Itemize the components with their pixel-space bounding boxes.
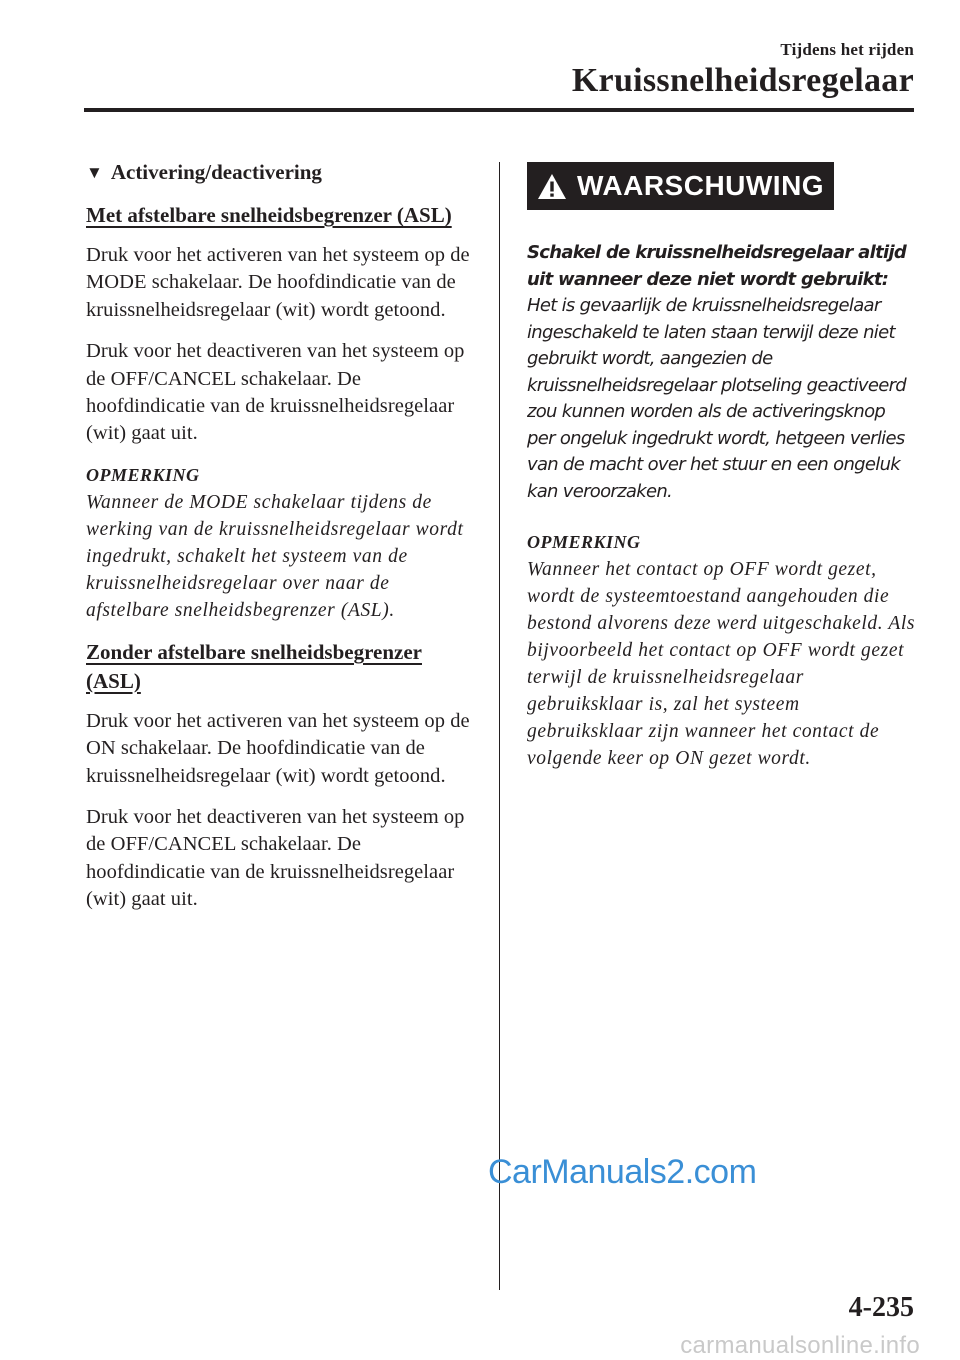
warning-label: WAARSCHUWING bbox=[577, 170, 825, 201]
watermark-logo: CarManuals2.com bbox=[488, 1153, 757, 1191]
asl-off-heading-text: Zonder afstelbare snelheidsbegrenzer (ASL) bbox=[86, 639, 422, 693]
header-divider bbox=[84, 108, 914, 112]
note-title: OPMERKING bbox=[86, 464, 200, 485]
triangle-marker-icon: ▼ bbox=[86, 162, 103, 182]
asl-off-heading bbox=[86, 638, 470, 696]
asl-on-deactivate-paragraph: Druk voor het deactiveren van het systeem op de OFF/CANCEL schakelaar. De hoofdindicatie van de kruissnelheidsregelaar (wit) gaat uit. bbox=[86, 340, 465, 445]
chapter-title: Tijdens het rijden bbox=[780, 40, 914, 59]
asl-on-heading bbox=[86, 201, 470, 230]
left-column bbox=[86, 160, 470, 928]
note-text: Wanneer de MODE schakelaar tijdens de werking van de kruissnelheidsregelaar wordt ingedrukt, schakelt het systeem van de kruissnelheidsregelaar over naar de afstelbare snelheidsbegrenzer (ASL). bbox=[86, 491, 464, 621]
asl-on-activate-paragraph: Druk voor het activeren van het systeem op de MODE schakelaar. De hoofdindicatie van de kruissnelheidsregelaar (wit) wordt getoond. bbox=[86, 244, 470, 321]
right-column bbox=[527, 162, 917, 786]
note-title: OPMERKING bbox=[527, 532, 641, 552]
asl-off-activate-paragraph: Druk voor het activeren van het systeem op de ON schakelaar. De hoofdindicatie van de kruissnelheidsregelaar (wit) wordt getoond. bbox=[86, 709, 470, 787]
warning-badge bbox=[527, 162, 834, 210]
warning-body bbox=[527, 240, 917, 505]
footer-site-link[interactable]: carmanualsonline.info bbox=[680, 1332, 920, 1359]
topic-heading-text: Activering/deactivering bbox=[110, 160, 322, 184]
page-number: 4-235 bbox=[848, 1292, 914, 1323]
asl-on-heading-text: Met afstelbare snelheidsbegrenzer (ASL) bbox=[86, 203, 452, 227]
warning-lead: Schakel de kruissnelheidsregelaar altijd uit wanneer deze niet wordt gebruikt: bbox=[527, 242, 907, 290]
warning-triangle-icon bbox=[537, 173, 567, 200]
section-title: Kruissnelheidsregelaar bbox=[571, 62, 914, 99]
asl-off-deactivate-paragraph: Druk voor het deactiveren van het systeem op de OFF/CANCEL schakelaar. De hoofdindicatie van de kruissnelheidsregelaar (wit) gaat uit. bbox=[86, 806, 465, 911]
column-divider bbox=[499, 162, 500, 1290]
topic-heading bbox=[86, 160, 470, 185]
warning-text: Het is gevaarlijk de kruissnelheidsregelaar ingeschakeld te laten staan terwijl deze niet gebruikt wordt, aangezien de kruissnelheidsregelaar plotseling geactiveerd zou kunnen worden als de activeringsknop per ongeluk ingedrukt wordt, hetgeen verlies van de macht over het stuur en een ongeluk kan veroorzaken. bbox=[527, 295, 907, 502]
note-text: Wanneer het contact op OFF wordt gezet, wordt de systeemtoestand aangehouden die bestond alvorens deze werd uitgeschakeld. Als bijvoorbeeld het contact op OFF wordt gezet terwijl de kruissnelheidsregelaar gebruiksklaar is, zal het systeem gebruiksklaar zijn wanneer het contact de volgende keer op ON gezet wordt. bbox=[527, 559, 916, 769]
